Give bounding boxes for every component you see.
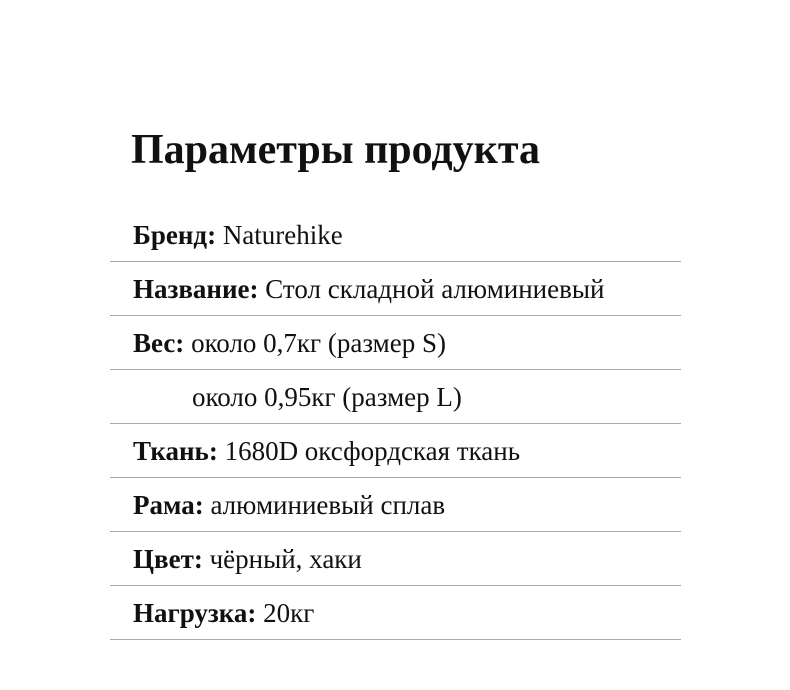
- spec-value-weight-l: около 0,95кг (размер L): [192, 382, 462, 412]
- spec-label-weight: Вес:: [133, 328, 185, 358]
- spec-label-name: Название:: [133, 274, 259, 304]
- spec-value-brand: Naturehike: [222, 220, 343, 250]
- spec-value-fabric: 1680D оксфордская ткань: [224, 436, 521, 466]
- spec-value-load: 20кг: [263, 598, 315, 628]
- spec-value-color: чёрный, хаки: [209, 544, 362, 574]
- spec-label-frame: Рама:: [133, 490, 204, 520]
- spec-row-name: [110, 262, 681, 316]
- page-title: Параметры продукта: [131, 127, 541, 173]
- spec-row-color: [110, 532, 681, 586]
- spec-value-frame: алюминиевый сплав: [210, 490, 446, 520]
- spec-row-brand: [110, 208, 681, 262]
- spec-row-weight-continued: [110, 370, 681, 424]
- spec-label-load: Нагрузка:: [133, 598, 257, 628]
- spec-list: [110, 208, 681, 640]
- spec-row-weight: [110, 316, 681, 370]
- spec-label-color: Цвет:: [133, 544, 203, 574]
- spec-label-fabric: Ткань:: [133, 436, 218, 466]
- spec-value-weight-s: около 0,7кг (размер S): [191, 328, 446, 358]
- spec-value-name: Стол складной алюминиевый: [265, 274, 605, 304]
- spec-row-load: [110, 586, 681, 640]
- spec-row-frame: [110, 478, 681, 532]
- spec-row-fabric: [110, 424, 681, 478]
- spec-label-brand: Бренд:: [133, 220, 217, 250]
